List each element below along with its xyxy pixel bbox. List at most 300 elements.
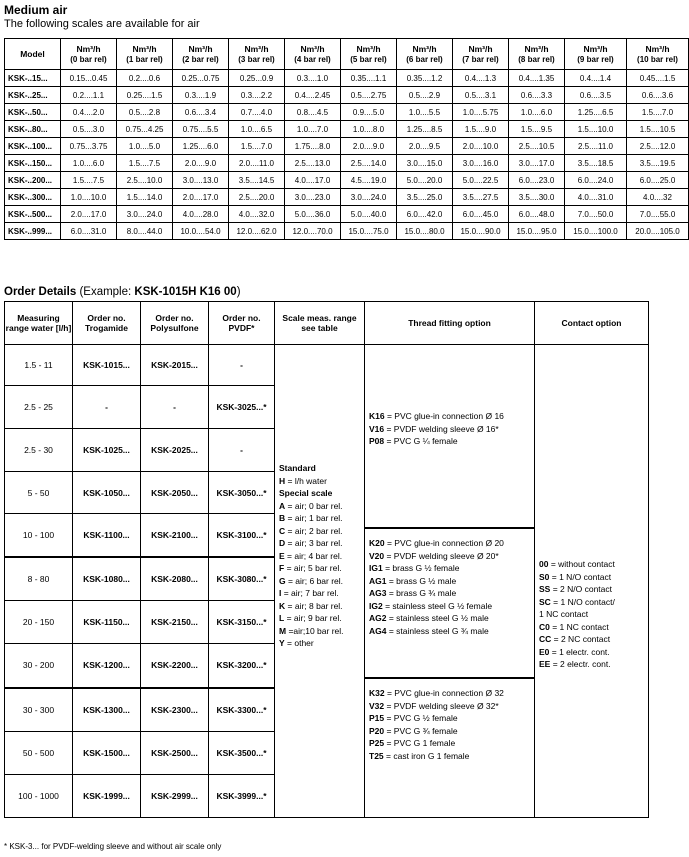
option-code: SS xyxy=(539,584,551,594)
option-line xyxy=(369,625,534,638)
range-water-cell: 30 - 200 xyxy=(5,643,73,687)
range-cell: 4.0....17.0 xyxy=(285,172,341,189)
order-number-cell: KSK-2015... xyxy=(141,345,209,386)
option-line xyxy=(539,571,648,584)
range-cell: 3.0....17.0 xyxy=(509,155,565,172)
range-cell: 1.0....5.5 xyxy=(397,104,453,121)
range-cell: 1.75....8.0 xyxy=(285,138,341,155)
range-cell: 4.0....32.0 xyxy=(229,206,285,223)
option-line xyxy=(279,587,364,600)
option-line xyxy=(369,725,534,738)
range-cell: 1.5....7.0 xyxy=(229,138,285,155)
order-header-cell: Order no. Trogamide xyxy=(73,302,141,345)
model-cell: KSK-..500... xyxy=(5,206,61,223)
range-cell: 0.6....3.4 xyxy=(173,104,229,121)
option-text: = PVC G ½ female xyxy=(384,713,458,723)
header-unit: Nm³/h xyxy=(412,43,437,54)
range-cell: 15.0....100.0 xyxy=(565,223,627,240)
range-cell: 2.5....14.0 xyxy=(341,155,397,172)
option-line xyxy=(369,600,534,613)
option-code: K16 xyxy=(369,411,385,421)
range-cell: 1.0....8.0 xyxy=(341,121,397,138)
range-cell: 0.3....2.2 xyxy=(229,87,285,104)
header-unit: Nm³/h xyxy=(244,43,269,54)
range-cell: 6.0....31.0 xyxy=(61,223,117,240)
scales-row xyxy=(5,223,689,240)
option-code: Standard xyxy=(279,463,316,473)
scales-row xyxy=(5,206,689,223)
range-cell: 4.0....32 xyxy=(627,189,689,206)
header-unit: Nm³/h xyxy=(583,43,608,54)
range-cell: 0.5....2.8 xyxy=(117,104,173,121)
range-cell: 12.0....70.0 xyxy=(285,223,341,240)
order-number-cell: KSK-1080... xyxy=(73,557,141,600)
thread-group xyxy=(365,677,534,817)
option-code: V32 xyxy=(369,700,385,711)
model-cell: KSK-..300... xyxy=(5,189,61,206)
range-cell: 1.25....6.5 xyxy=(565,104,627,121)
option-text: = PVDF welding sleeve Ø 20* xyxy=(384,550,499,561)
header-unit: Nm³/h xyxy=(645,43,670,54)
option-text: = PVC glue-in connection Ø 20 xyxy=(384,538,504,548)
option-line xyxy=(279,487,364,500)
option-code: S0 xyxy=(539,571,550,582)
option-line xyxy=(279,537,364,550)
range-cell: 2.0....9.5 xyxy=(397,138,453,155)
thread-options-cell xyxy=(365,345,535,818)
range-cell: 4.5....19.0 xyxy=(341,172,397,189)
range-cell: 6.0....25.0 xyxy=(627,172,689,189)
range-cell: 0.4....1.4 xyxy=(565,70,627,87)
option-line xyxy=(279,525,364,538)
scales-row xyxy=(5,121,689,138)
range-cell: 0.4....2.0 xyxy=(61,104,117,121)
option-line xyxy=(539,596,648,609)
option-line xyxy=(369,410,534,423)
thread-group xyxy=(365,527,534,677)
option-line xyxy=(539,583,648,596)
range-cell: 1.5....7.5 xyxy=(61,172,117,189)
scales-row xyxy=(5,155,689,172)
option-line xyxy=(369,562,534,575)
option-line xyxy=(539,558,648,571)
order-row xyxy=(5,345,649,386)
footnote: * KSK-3... for PVDF-welding sleeve and without air scale only xyxy=(4,842,222,851)
option-text: = air; 0 bar rel. xyxy=(285,500,343,511)
option-line xyxy=(369,423,534,436)
option-line xyxy=(369,550,534,563)
range-cell: 0.25...0.9 xyxy=(229,70,285,87)
option-text: = 2 electr. cont. xyxy=(550,659,611,669)
option-line xyxy=(279,500,364,513)
option-line xyxy=(279,575,364,588)
option-text: = PVDF welding sleeve Ø 32* xyxy=(384,700,499,711)
range-cell: 0.4....1.3 xyxy=(453,70,509,87)
option-text: = PVC glue-in connection Ø 16 xyxy=(384,411,504,421)
option-code: EE xyxy=(539,659,551,669)
header-unit: Nm³/h xyxy=(300,43,325,54)
range-water-cell: 5 - 50 xyxy=(5,472,73,514)
option-code: AG4 xyxy=(369,625,387,636)
order-header-cell: Thread fitting option xyxy=(365,302,535,345)
range-cell: 15.0....95.0 xyxy=(509,223,565,240)
model-cell: KSK-..25... xyxy=(5,87,61,104)
range-cell: 6.0....42.0 xyxy=(397,206,453,223)
order-header-cell: Scale meas. range see table xyxy=(275,302,365,345)
option-code: P25 xyxy=(369,738,385,748)
option-code: M xyxy=(279,625,287,636)
range-cell: 0.8....4.5 xyxy=(285,104,341,121)
option-text: 1 NC contact xyxy=(539,609,589,619)
order-number-cell: KSK-2080... xyxy=(141,557,209,600)
option-code: SC xyxy=(539,596,551,607)
range-cell: 0.6....3.5 xyxy=(565,87,627,104)
order-number-cell: KSK-2025... xyxy=(141,429,209,472)
range-cell: 2.5....20.0 xyxy=(229,189,285,206)
option-line xyxy=(369,700,534,713)
order-number-cell: KSK-2999... xyxy=(141,774,209,817)
range-cell: 1.5....10.0 xyxy=(565,121,627,138)
scales-row xyxy=(5,87,689,104)
option-code: E xyxy=(279,550,285,561)
order-number-cell: KSK-3050...* xyxy=(209,472,275,514)
order-number-cell: - xyxy=(209,429,275,472)
order-number-cell: KSK-1100... xyxy=(73,514,141,557)
range-cell: 1.5....7.0 xyxy=(627,104,689,121)
order-number-cell: KSK-1150... xyxy=(73,600,141,643)
range-cell: 5.0....36.0 xyxy=(285,206,341,223)
order-header-cell: Order no. PVDF* xyxy=(209,302,275,345)
option-code: E0 xyxy=(539,646,550,657)
order-header-cell: Order no. Polysulfone xyxy=(141,302,209,345)
option-text: = stainless steel G ½ female xyxy=(382,600,493,611)
range-water-cell: 2.5 - 30 xyxy=(5,429,73,472)
option-text: = 1 N/O contact/ xyxy=(550,596,615,607)
option-line xyxy=(539,608,648,621)
option-line xyxy=(369,575,534,588)
range-cell: 2.0....17.0 xyxy=(61,206,117,223)
range-cell: 2.5....13.0 xyxy=(285,155,341,172)
scales-row xyxy=(5,70,689,87)
range-cell: 0.5....3.1 xyxy=(453,87,509,104)
option-text: = brass G ¾ male xyxy=(386,588,457,598)
range-cell: 3.0....23.0 xyxy=(285,189,341,206)
header-pressure: (1 bar rel) xyxy=(126,54,163,64)
option-code: AG1 xyxy=(369,575,387,586)
option-text: = air; 3 bar rel. xyxy=(285,538,343,548)
range-cell: 0.35....1.2 xyxy=(397,70,453,87)
header-pressure: (10 bar rel) xyxy=(637,54,678,64)
range-cell: 2.0....9.0 xyxy=(173,155,229,172)
header-pressure: (0 bar rel) xyxy=(70,54,107,64)
option-text: = air; 8 bar rel. xyxy=(285,600,343,611)
order-number-cell: KSK-2300... xyxy=(141,688,209,731)
range-water-cell: 20 - 150 xyxy=(5,600,73,643)
range-cell: 2.0....11.0 xyxy=(229,155,285,172)
order-number-cell: KSK-2500... xyxy=(141,731,209,774)
option-code: L xyxy=(279,613,285,623)
option-code: IG2 xyxy=(369,600,383,611)
header-unit: Nm³/h xyxy=(468,43,493,54)
option-text: = stainless steel G ½ male xyxy=(386,613,489,623)
option-text: = 1 N/O contact xyxy=(549,571,612,582)
range-cell: 1.0....6.0 xyxy=(509,104,565,121)
option-line xyxy=(369,712,534,725)
option-code: Special scale xyxy=(279,488,333,498)
section-subtitle: The following scales are available for air xyxy=(4,18,200,30)
range-cell: 3.0....24.0 xyxy=(117,206,173,223)
option-code: K20 xyxy=(369,538,385,548)
scales-row xyxy=(5,189,689,206)
option-code: K32 xyxy=(369,688,385,698)
air-scales-table xyxy=(4,38,689,240)
range-cell: 0.6....3.3 xyxy=(509,87,565,104)
header-unit: Nm³/h xyxy=(524,43,549,54)
order-number-cell: KSK-2200... xyxy=(141,643,209,687)
range-cell: 1.0....7.0 xyxy=(285,121,341,138)
range-cell: 3.0....16.0 xyxy=(453,155,509,172)
range-cell: 1.0....10.0 xyxy=(61,189,117,206)
range-water-cell: 50 - 500 xyxy=(5,731,73,774)
range-cell: 1.25....8.5 xyxy=(397,121,453,138)
scales-header-cell xyxy=(341,39,397,70)
range-cell: 0.5....3.0 xyxy=(61,121,117,138)
option-text: = air; 1 bar rel. xyxy=(285,513,343,523)
model-cell: KSK-..150... xyxy=(5,155,61,172)
order-number-cell: KSK-3300...* xyxy=(209,688,275,731)
range-cell: 0.75....5.5 xyxy=(173,121,229,138)
range-cell: 6.0....48.0 xyxy=(509,206,565,223)
option-line xyxy=(369,612,534,625)
option-code: P20 xyxy=(369,725,385,736)
option-line xyxy=(279,637,364,650)
option-code: K xyxy=(279,600,286,611)
model-cell: KSK-..999... xyxy=(5,223,61,240)
range-water-cell: 1.5 - 11 xyxy=(5,345,73,386)
range-cell: 3.0....13.0 xyxy=(173,172,229,189)
order-number-cell: KSK-3999...* xyxy=(209,774,275,817)
range-cell: 3.5....14.5 xyxy=(229,172,285,189)
range-cell: 1.5....7.5 xyxy=(117,155,173,172)
option-line xyxy=(279,562,364,575)
scales-header-cell xyxy=(5,39,61,70)
order-number-cell: - xyxy=(209,345,275,386)
option-code: AG2 xyxy=(369,613,387,623)
option-text: =air;10 bar rel. xyxy=(286,625,344,636)
header-pressure: (9 bar rel) xyxy=(577,54,614,64)
order-number-cell: KSK-3025...* xyxy=(209,385,275,428)
option-code: G xyxy=(279,575,286,586)
option-text: = air; 5 bar rel. xyxy=(284,563,342,573)
range-cell: 3.5....30.0 xyxy=(509,189,565,206)
range-cell: 20.0....105.0 xyxy=(627,223,689,240)
range-cell: 1.0....6.5 xyxy=(229,121,285,138)
range-cell: 5.0....40.0 xyxy=(341,206,397,223)
order-details-heading: Order Details (Example: KSK-1015H K16 00) xyxy=(4,286,241,298)
order-header-cell: Measuring range water [l/h] xyxy=(5,302,73,345)
option-code: CC xyxy=(539,634,552,644)
order-number-cell: KSK-2150... xyxy=(141,600,209,643)
model-cell: KSK-..50... xyxy=(5,104,61,121)
option-text: = brass G ½ male xyxy=(386,575,457,586)
header-pressure: (3 bar rel) xyxy=(238,54,275,64)
order-number-cell: - xyxy=(141,385,209,428)
range-cell: 0.2....1.1 xyxy=(61,87,117,104)
range-cell: 6.0....24.0 xyxy=(565,172,627,189)
option-text: = other xyxy=(284,638,314,648)
header-unit: Nm³/h xyxy=(132,43,157,54)
range-cell: 3.5....25.0 xyxy=(397,189,453,206)
option-line xyxy=(279,475,364,488)
section-title: Medium air xyxy=(4,3,68,17)
order-details-table xyxy=(4,301,649,818)
header-pressure: (4 bar rel) xyxy=(294,54,331,64)
model-cell: KSK-..15... xyxy=(5,70,61,87)
option-line xyxy=(279,600,364,613)
option-text: = l/h water xyxy=(285,475,327,486)
range-cell: 7.0....50.0 xyxy=(565,206,627,223)
range-cell: 0.25...0.75 xyxy=(173,70,229,87)
option-text: = PVDF welding sleeve Ø 16* xyxy=(384,423,499,434)
range-cell: 8.0....44.0 xyxy=(117,223,173,240)
range-water-cell: 8 - 80 xyxy=(5,557,73,600)
option-line xyxy=(369,687,534,700)
option-line xyxy=(369,537,534,550)
range-cell: 0.7....4.0 xyxy=(229,104,285,121)
range-cell: 15.0....80.0 xyxy=(397,223,453,240)
range-cell: 1.0....5.0 xyxy=(117,138,173,155)
scales-header-cell xyxy=(627,39,689,70)
range-cell: 0.45....1.5 xyxy=(627,70,689,87)
scales-header-cell xyxy=(565,39,627,70)
range-cell: 0.35....1.1 xyxy=(341,70,397,87)
option-code: A xyxy=(279,500,286,511)
order-number-cell: KSK-2100... xyxy=(141,514,209,557)
option-text: = PVC G ¾ female xyxy=(384,725,458,736)
range-cell: 1.5....9.5 xyxy=(509,121,565,138)
range-cell: 1.5....14.0 xyxy=(117,189,173,206)
scales-header-cell xyxy=(285,39,341,70)
range-cell: 0.3....1.9 xyxy=(173,87,229,104)
option-line xyxy=(369,435,534,448)
range-water-cell: 100 - 1000 xyxy=(5,774,73,817)
range-cell: 7.0....55.0 xyxy=(627,206,689,223)
range-cell: 1.5....10.5 xyxy=(627,121,689,138)
order-number-cell: KSK-1025... xyxy=(73,429,141,472)
range-cell: 15.0....75.0 xyxy=(341,223,397,240)
range-cell: 5.0....22.5 xyxy=(453,172,509,189)
order-number-cell: - xyxy=(73,385,141,428)
range-cell: 0.75...3.75 xyxy=(61,138,117,155)
order-number-cell: KSK-1200... xyxy=(73,643,141,687)
range-cell: 6.0....45.0 xyxy=(453,206,509,223)
option-code: Y xyxy=(279,638,285,648)
range-cell: 3.5....19.5 xyxy=(627,155,689,172)
option-text: = 2 NC contact xyxy=(551,634,611,644)
option-line xyxy=(369,750,534,763)
scales-header-cell xyxy=(117,39,173,70)
option-text: = cast iron G 1 female xyxy=(383,750,470,761)
option-line xyxy=(369,587,534,600)
option-line xyxy=(279,550,364,563)
option-line xyxy=(279,625,364,638)
order-number-cell: KSK-1500... xyxy=(73,731,141,774)
scales-header-cell xyxy=(173,39,229,70)
order-number-cell: KSK-1050... xyxy=(73,472,141,514)
range-cell: 0.25....1.5 xyxy=(117,87,173,104)
range-cell: 15.0....90.0 xyxy=(453,223,509,240)
order-number-cell: KSK-3200...* xyxy=(209,643,275,687)
model-cell: KSK-..200... xyxy=(5,172,61,189)
range-cell: 2.5....10.5 xyxy=(509,138,565,155)
range-cell: 5.0....20.0 xyxy=(397,172,453,189)
range-cell: 2.5....10.0 xyxy=(117,172,173,189)
order-number-cell: KSK-3150...* xyxy=(209,600,275,643)
option-line xyxy=(539,658,648,671)
header-unit: Model xyxy=(20,48,45,59)
option-code: C0 xyxy=(539,621,550,632)
scales-row xyxy=(5,172,689,189)
range-cell: 3.5....27.5 xyxy=(453,189,509,206)
option-text: = brass G ½ female xyxy=(382,563,460,573)
order-number-cell: KSK-1999... xyxy=(73,774,141,817)
range-cell: 10.0....54.0 xyxy=(173,223,229,240)
range-cell: 0.4....2.45 xyxy=(285,87,341,104)
option-text: = 2 N/O contact xyxy=(550,584,612,594)
option-line xyxy=(369,737,534,750)
range-cell: 3.0....15.0 xyxy=(397,155,453,172)
option-text: = air; 4 bar rel. xyxy=(284,550,343,561)
range-cell: 0.3....1.0 xyxy=(285,70,341,87)
option-code: V16 xyxy=(369,423,385,434)
order-number-cell: KSK-2050... xyxy=(141,472,209,514)
scales-header-cell xyxy=(453,39,509,70)
option-line xyxy=(539,621,648,634)
range-cell: 0.9....5.0 xyxy=(341,104,397,121)
header-pressure: (7 bar rel) xyxy=(462,54,499,64)
option-code: AG3 xyxy=(369,588,387,598)
range-cell: 2.5....12.0 xyxy=(627,138,689,155)
order-header-cell: Contact option xyxy=(535,302,649,345)
range-cell: 2.0....9.0 xyxy=(341,138,397,155)
option-text: = stainless steel G ¾ male xyxy=(386,625,489,636)
range-cell: 2.5....11.0 xyxy=(565,138,627,155)
header-pressure: (5 bar rel) xyxy=(350,54,387,64)
option-text: = air; 6 bar rel. xyxy=(285,575,344,586)
option-line xyxy=(279,612,364,625)
range-cell: 0.5....2.9 xyxy=(397,87,453,104)
range-cell: 4.0....28.0 xyxy=(173,206,229,223)
scales-header-cell xyxy=(509,39,565,70)
range-cell: 0.6....3.6 xyxy=(627,87,689,104)
option-line xyxy=(279,512,364,525)
range-water-cell: 2.5 - 25 xyxy=(5,385,73,428)
range-water-cell: 10 - 100 xyxy=(5,514,73,557)
range-cell: 0.75...4.25 xyxy=(117,121,173,138)
range-cell: 1.5....9.0 xyxy=(453,121,509,138)
model-cell: KSK-..100... xyxy=(5,138,61,155)
range-cell: 0.4....1.35 xyxy=(509,70,565,87)
option-line xyxy=(539,633,648,646)
range-cell: 0.15...0.45 xyxy=(61,70,117,87)
scale-options-cell xyxy=(275,345,365,818)
option-code: 00 xyxy=(539,559,549,569)
option-text: = PVC G ¼ female xyxy=(384,436,458,446)
range-water-cell: 30 - 300 xyxy=(5,688,73,731)
option-text: = without contact xyxy=(548,559,615,569)
range-cell: 2.0....10.0 xyxy=(453,138,509,155)
header-pressure: (2 bar rel) xyxy=(182,54,219,64)
